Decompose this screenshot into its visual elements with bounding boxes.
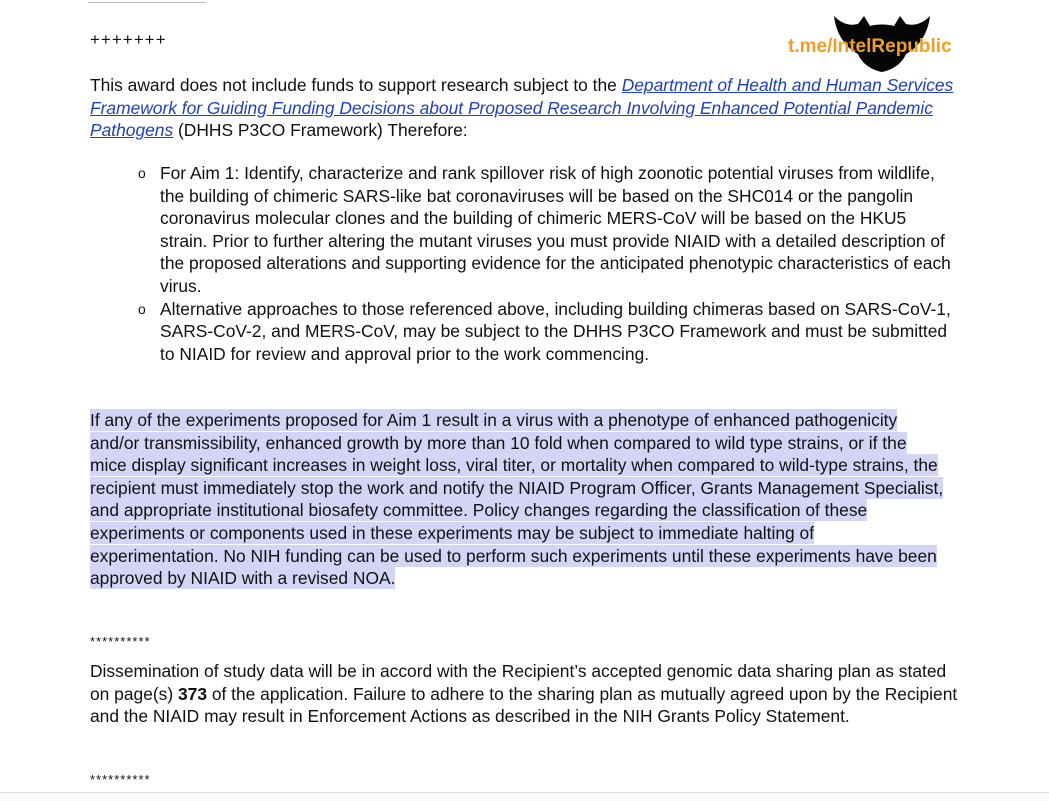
bullet-circle-icon: o [138, 300, 146, 317]
cropped-top-text [88, 0, 206, 3]
intro-suffix: (DHHS P3CO Framework) Therefore: [173, 120, 468, 141]
highlighted-text: If any of the experiments proposed for Aim 1 result in a virus with a phenotype of enhanced pathogenicity and/or transmissibility, enhanced growth by more than 10 fold when compared to wild type strains, or if the mice display significant increases in weight loss, viral titer, or mortality when compared to wild-type strains, the recipient must immediately stop the work and notify the NIAID Program Officer, Grants Management Specialist, and appropriate institutional biosafety committee. Policy changes regarding the classification of these experiments or components used in these experiments may be subject to immediate halting of experimentation. No NIH funding can be used to perform such experiments until these experiments have been approved by NIAID with a revised NOA. [90, 410, 944, 589]
watermark-text: t.me/IntelRepublic [788, 36, 952, 57]
dissemination-part1: Dissemination of study data will be in accord with the Recipient’s accepted genomic data sharing plan as stated on page(s) [90, 661, 947, 704]
separator-stars-2: ********** [90, 772, 151, 787]
intro-prefix: This award does not include funds to support research subject to the [90, 75, 622, 95]
list-item [138, 298, 958, 366]
separator-stars: ********** [90, 634, 151, 649]
list-item [138, 162, 958, 298]
separator-plus: +++++++ [90, 30, 167, 49]
bullet-text: For Aim 1: Identify, characterize and rank spillover risk of high zoonotic potential viruses from wildlife, the building of chimeric SARS-like bat coronaviruses will be based on the SHC014 or the pangolin coronavirus molecular clones and the building of chimeric MERS-CoV will be based on the HKU5 strain. Prior to further altering the mutant viruses you must provide NIAID with a detailed description of the proposed alterations and supporting evidence for the anticipated phenotypic characteristics of each virus. [160, 163, 951, 296]
dissemination-part2: of the application. Failure to adhere to the sharing plan as mutually agreed upon by the Recipient and the NIAID may result in Enforcement Actions as described in the NIH Grants Policy Statement. [90, 683, 958, 727]
p3co-framework-link[interactable]: Department of Health and Human Services Framework for Guiding Funding Decisions about Proposed Research Involving Enhanced Potential Pandemic Pathogens [90, 75, 954, 141]
dissemination-paragraph [90, 660, 960, 728]
highlighted-paragraph [90, 409, 946, 590]
watermark [788, 14, 988, 74]
bullet-circle-icon: o [138, 165, 146, 181]
aim-bullet-list [138, 162, 958, 365]
page-number: 373 [177, 683, 207, 704]
bullet-text: Alternative approaches to those referenced above, including building chimeras based on SARS-CoV-1, SARS-CoV-2, and MERS-CoV, may be subject to the DHHS P3CO Framework and must be submitted to NIAID for review and approval prior to the work commencing. [160, 298, 951, 364]
intro-paragraph [90, 74, 960, 142]
